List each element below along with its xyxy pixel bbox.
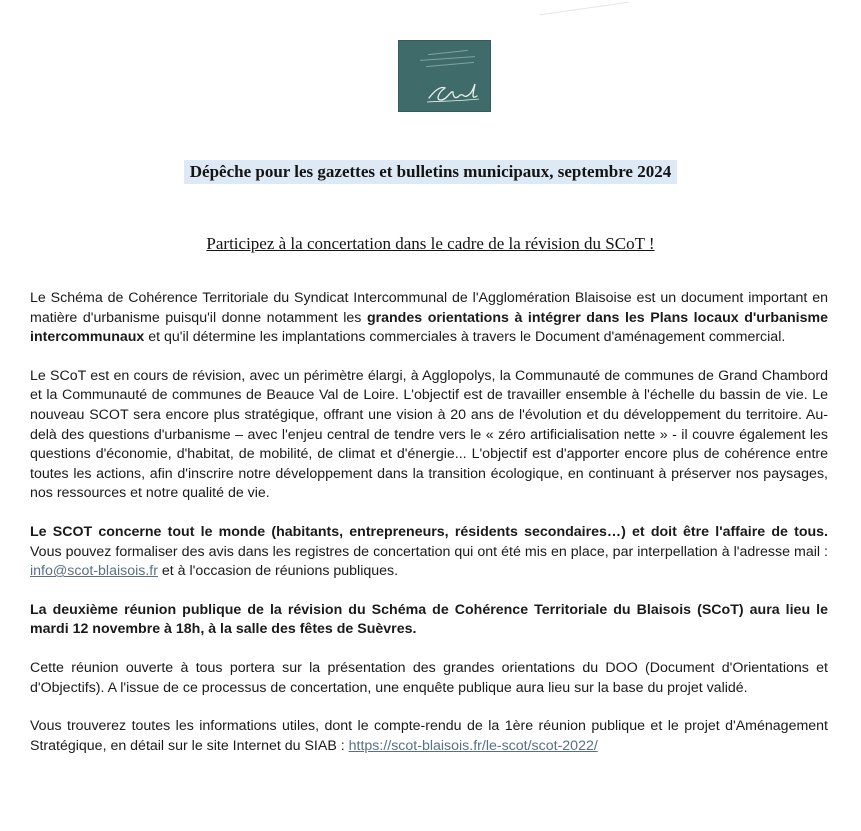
paragraph-meeting-details: Cette réunion ouverte à tous portera sur la présentation des grandes orientations du DOO (Document d'Orientations et d'Objectifs). A l'issue de ce processus de concertation, une enquête publique aura lieu sur la base du projet validé. xyxy=(30,659,828,696)
dispatch-title-text: Dépêche pour les gazettes et bulletins municipaux, septembre 2024 xyxy=(184,160,677,184)
dispatch-title xyxy=(0,158,861,186)
siab-signature xyxy=(425,76,481,106)
paragraph-meeting: La deuxième réunion publique de la révision du Schéma de Cohérence Territoriale du Blaisois (SCoT) aura lieu le mardi 12 novembre à 18h, à la salle des fêtes de Suèvres. xyxy=(30,601,828,638)
email-link[interactable]: info@scot-blaisois.fr xyxy=(30,563,158,580)
concertation-emphasis: Le SCOT concerne tout le monde (habitants, entrepreneurs, résidents secondaires…) et doit être l'affaire de tous. xyxy=(30,523,828,540)
paragraph-revision: Le SCoT est en cours de révision, avec un périmètre élargi, à Agglopolys, la Communauté de communes de Grand Chambord et la Communauté de communes de Beauce Val de Loire. L'objectif est de travailler ensemble à l'échelle du bassin de vie. Le nouveau SCOT sera encore plus stratégique, offrant une vision à 20 ans de l'évolution et du développement du territoire. Au-delà des questions d'urbanisme – avec l'enjeu central de tendre vers le « zéro artificialisation nette » - il couvre également les questions d'économie, d'habitat, de mobilité, de climat et d'énergie... L'objectif est d'apporter encore plus de cohérence entre toutes les actions, afin d'inscrire notre développement dans la transition écologique, en continuant à préserver nos paysages, nos ressources et notre qualité de vie. xyxy=(30,367,828,502)
siab-logo xyxy=(398,40,491,112)
scan-artifact xyxy=(539,2,630,29)
paragraph-intro: Le Schéma de Cohérence Territoriale du Syndicat Intercommunal de l'Agglomération Blaisoise est un document important en matière d'urbanisme puisqu'il donne notamment les grandes orientations à intégrer dans les Plans locaux d'urbanisme intercommunaux et qu'il détermine les implantations commerciales à travers le Document d'aménagement commercial. xyxy=(30,290,828,346)
intro-emphasis: grandes orientations à intégrer dans les Plans locaux d'urbanisme intercommunaux xyxy=(30,309,828,346)
paragraph-concertation: Le SCOT concerne tout le monde (habitants, entrepreneurs, résidents secondaires…) et doit être l'affaire de tous. Vous pouvez formaliser des avis dans les registres de concertation qui ont été mis en place, par interpellation à l'adresse mail : info@scot-blaisois.fr et à l'occasion de réunions publiques. xyxy=(30,523,828,580)
article-body xyxy=(30,289,828,775)
paragraph-website: Vous trouverez toutes les informations utiles, dont le compte-rendu de la 1ère réunion publique et le projet d'Aménagement Stratégique, en détail sur le site Internet du SIAB : https://scot-blaisois.fr/le-scot/scot-2022/ xyxy=(30,718,828,754)
subtitle: Participez à la concertation dans le cadre de la révision du SCoT ! xyxy=(206,234,655,253)
website-link[interactable]: https://scot-blaisois.fr/le-scot/scot-2022/ xyxy=(348,737,598,754)
